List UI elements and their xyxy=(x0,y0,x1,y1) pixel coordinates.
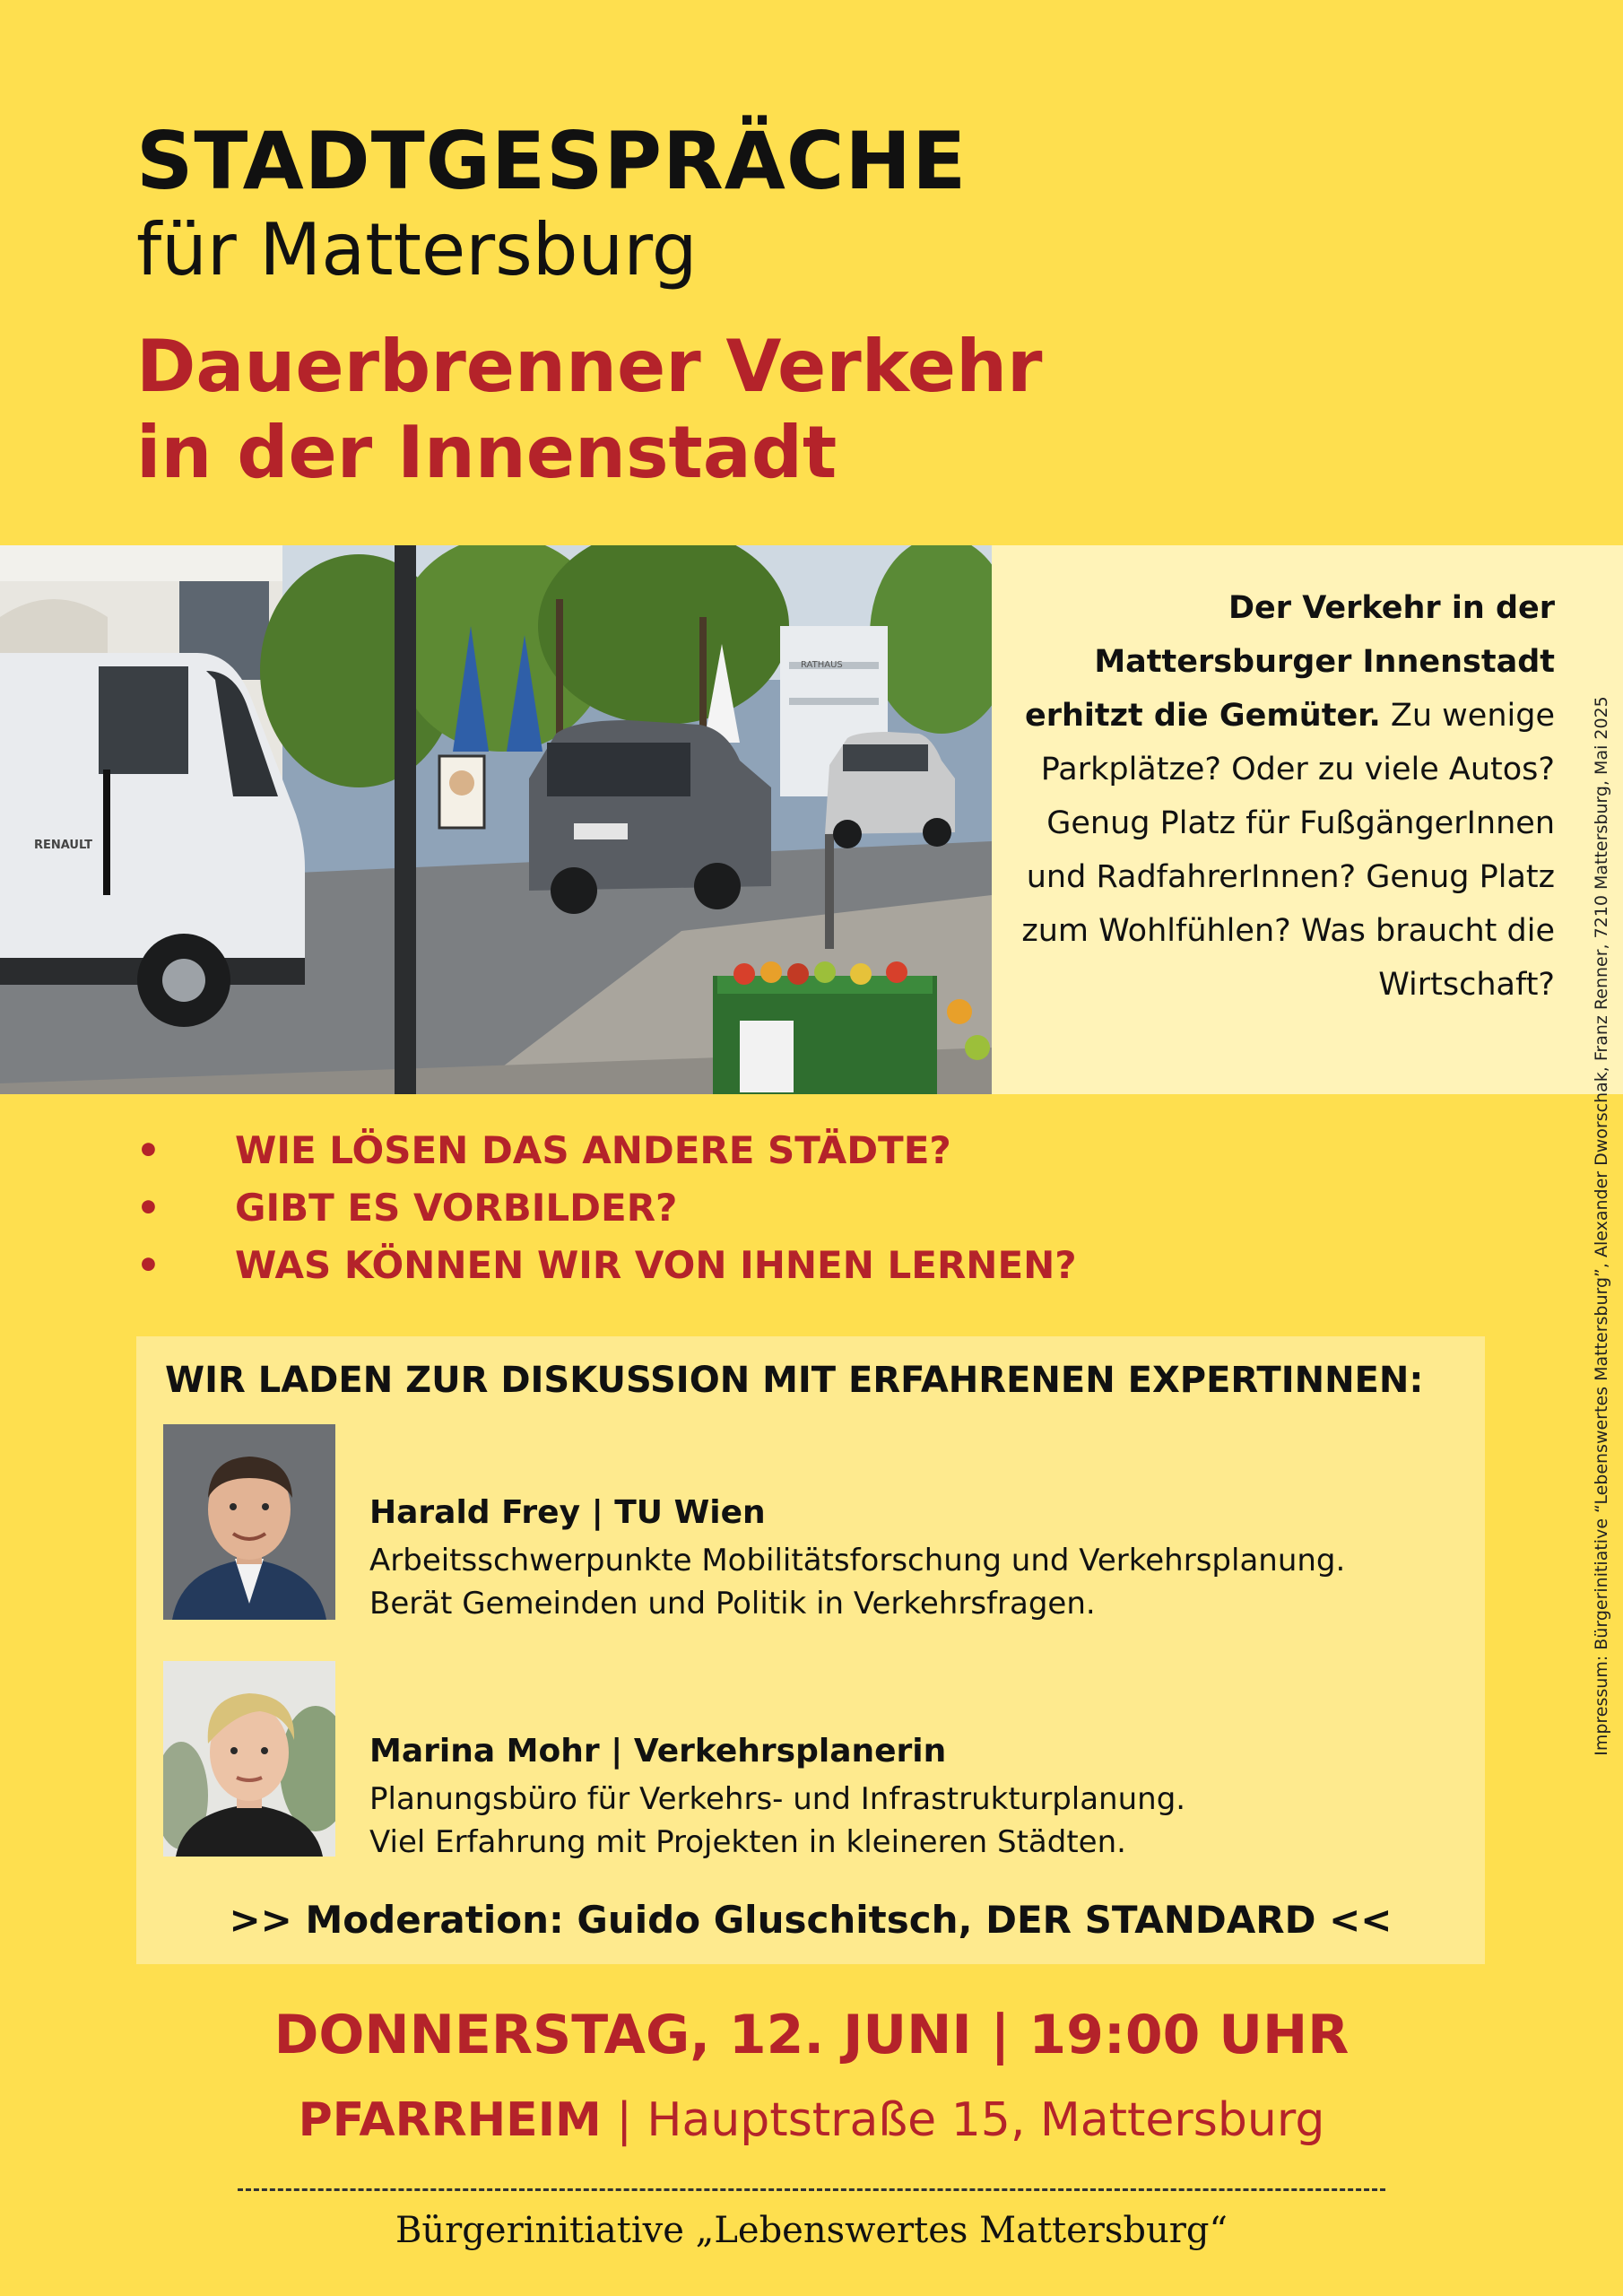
intro-bold-lead: Der Verkehr in der Mattersburger Innenstadt erhitzt die Gemüter. xyxy=(1024,590,1555,734)
expert-description-line: Planungsbüro für Verkehrs- und Infrastrukturplanung. xyxy=(369,1781,1186,1817)
event-address: | Hauptstraße 15, Mattersburg xyxy=(601,2093,1325,2147)
experts-panel xyxy=(136,1336,1485,1964)
poster-title: STADTGESPRÄCHE xyxy=(136,115,968,207)
expert-name: Harald Frey | TU Wien xyxy=(369,1494,766,1531)
invite-heading: WIR LADEN ZUR DISKUSSION MIT ERFAHRENEN EXPERTINNEN: xyxy=(165,1360,1424,1401)
event-location xyxy=(0,2093,1623,2147)
organizer-line: Bürgerinitiative „Lebenswertes Mattersburg“ xyxy=(395,2210,1228,2251)
headline-line-1: Dauerbrenner Verkehr xyxy=(136,325,1043,408)
headline-line-2: in der Innenstadt xyxy=(136,411,838,494)
event-venue: PFARRHEIM xyxy=(298,2093,602,2147)
expert-name: Marina Mohr | Verkehrsplanerin xyxy=(369,1733,947,1770)
bullet: • xyxy=(136,1186,161,1230)
dashed-divider xyxy=(238,2188,1385,2191)
intro-panel xyxy=(992,545,1623,1094)
question-text: GIBT ES VORBILDER? xyxy=(235,1186,678,1230)
intro-questions: Zu wenige Parkplätze? Oder zu viele Autos? Genug Platz für FußgängerInnen und RadfahrerInnen? Genug Platz zum Wohlfühlen? Was braucht die Wirtschaft? xyxy=(1021,698,1555,1003)
imprint-text: Impressum: Bürgerinitiative “Lebenswertes Mattersburg”, Alexander Dworschak, Franz Renner, 7210 Mattersburg, Mai 2025 xyxy=(1592,696,1611,1756)
bullet: • xyxy=(136,1128,161,1172)
bullet: • xyxy=(136,1243,161,1287)
moderation-line: >> Moderation: Guido Gluschitsch, DER STANDARD << xyxy=(229,1898,1393,1942)
expert-portrait-marina-mohr xyxy=(163,1661,335,1857)
rathaus-sign: RATHAUS xyxy=(801,660,843,670)
expert-description-line: Arbeitsschwerpunkte Mobilitätsforschung und Verkehrsplanung. xyxy=(369,1543,1346,1578)
expert-description xyxy=(369,1539,1345,1625)
question-text: WIE LÖSEN DAS ANDERE STÄDTE? xyxy=(235,1128,951,1172)
poster-subtitle: für Mattersburg xyxy=(136,208,698,291)
street-photo xyxy=(0,545,992,1094)
expert-description xyxy=(369,1778,1185,1864)
expert-description-line: Viel Erfahrung mit Projekten in kleineren Städten. xyxy=(369,1824,1126,1860)
intro-paragraph xyxy=(999,581,1555,1012)
van-brand-label: RENAULT xyxy=(34,839,92,852)
expert-description-line: Berät Gemeinden und Politik in Verkehrsfragen. xyxy=(369,1586,1096,1622)
expert-portrait-harald-frey xyxy=(163,1424,335,1620)
event-datetime: DONNERSTAG, 12. JUNI | 19:00 UHR xyxy=(273,2004,1350,2066)
question-text: WAS KÖNNEN WIR VON IHNEN LERNEN? xyxy=(235,1243,1077,1287)
